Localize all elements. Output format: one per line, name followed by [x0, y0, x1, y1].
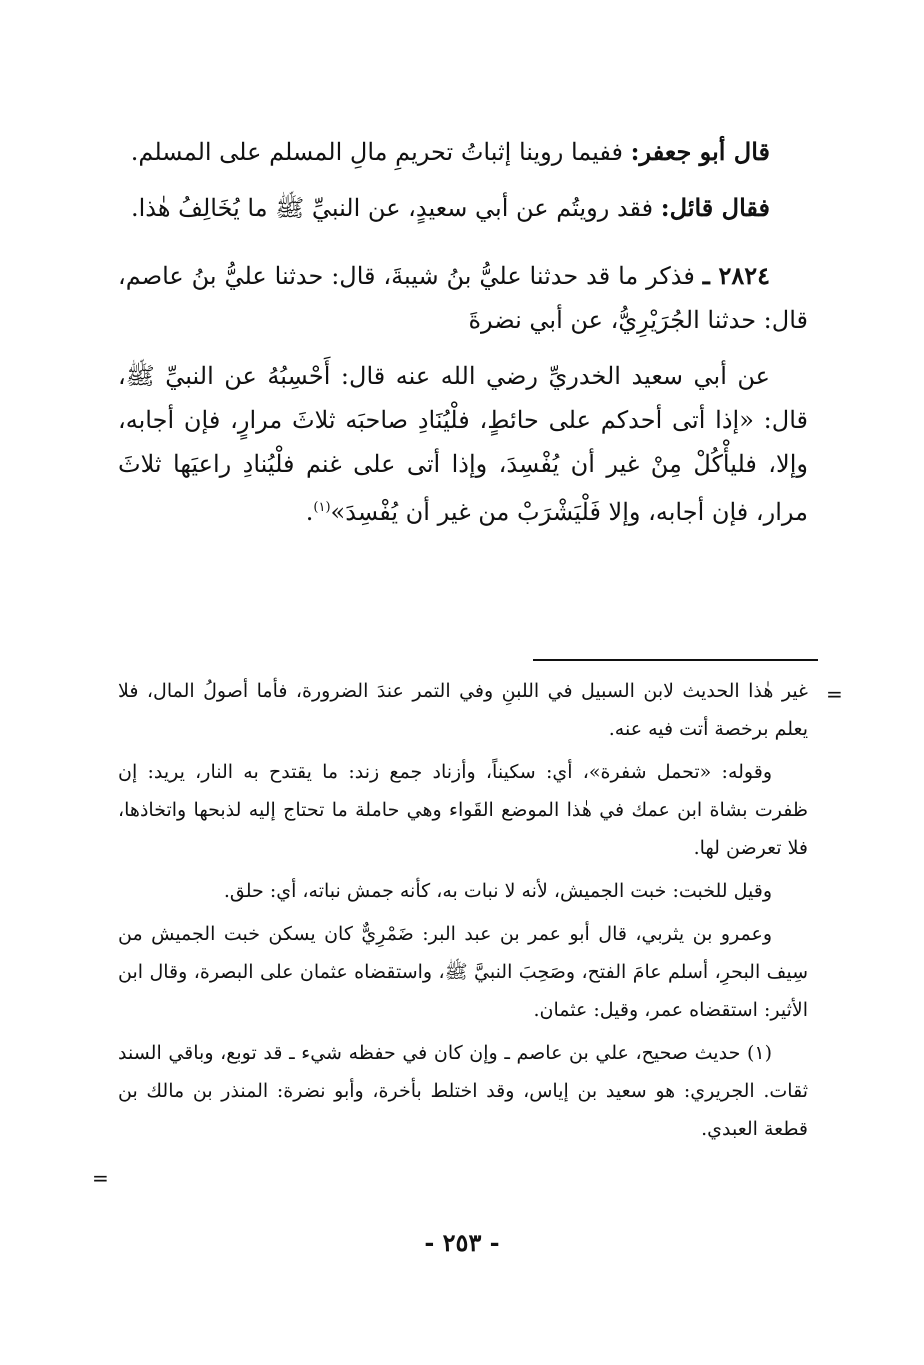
matn-end: .: [305, 498, 314, 526]
hadith-matn: [118, 354, 808, 534]
speaker-label: قال أبو جعفر:: [630, 137, 770, 166]
footnote-separator: [533, 659, 818, 661]
paragraph-abu-jafar: [118, 130, 808, 174]
footnote-1: (١) حديث صحيح، علي بن عاصم ـ وإن كان في حفظه شيء ـ قد توبع، وباقي السند ثقات. الجريري: هو سعيد بن إياس، وقد اختلط بأخرة، وأبو نضرة: المنذر بن مالك بن قطعة العبدي.: [118, 1042, 808, 1140]
paragraph-text: فقد رويتُم عن أبي سعيدٍ، عن النبيِّ ﷺ ما يُخَالِفُ هٰذا.: [130, 194, 661, 222]
footnotes: [118, 672, 808, 1148]
footnote-continuation: غير هٰذا الحديث لابن السبيل في اللبنِ وفي التمر عندَ الضرورة، فأما أصولُ المال، فلا يعلم برخصة أتت فيه عنه.: [118, 680, 808, 740]
footnote-continuation-marker: =: [826, 682, 843, 706]
isnad-text: فذكر ما قد حدثنا عليُّ بنُ شيبةَ، قال: حدثنا عليُّ بنُ عاصم، قال: حدثنا الجُرَيْرِيُّ، عن أبي نضرةَ: [118, 262, 808, 334]
paragraph-text: ففيما روينا إثباتُ تحريمِ مالِ المسلم على المسلم.: [130, 138, 631, 166]
footnote-end-marker: =: [92, 1166, 109, 1190]
paragraph-objection: [118, 186, 808, 230]
footnote-reference: (١): [313, 500, 331, 515]
speaker-label: فقال قائل:: [660, 193, 770, 222]
main-text: [118, 130, 808, 534]
footnote-paragraph: وقيل للخبت: خبت الجميش، لأنه لا نبات به، كأنه جمش نباته، أي: حلق.: [223, 880, 772, 902]
page-number: - ٢٥٣ -: [424, 1228, 500, 1257]
footnote-paragraph: وقوله: «تحمل شفرة»، أي: سكيناً، وأزناد جمع زند: ما يقتدح به النار، يريد: إن ظفرت بشاة ابن عمك في هٰذا الموضع القَواء وهي حاملة ما تحتاج إليه لذبحها واتخاذها، فلا تعرضن لها.: [118, 761, 808, 859]
matn-text: عن أبي سعيد الخدريِّ رضي الله عنه قال: أَحْسِبُهُ عن النبيِّ ﷺ، قال: «إذا أتى أحدكم على حائطٍ، فلْيُنَادِ صاحبَه ثلاثَ مرارٍ، فإن أجابه، وإلا، فليأْكُلْ مِنْ غير أن يُفْسِدَ، وإذا أتى على غنم فلْيُنادِ راعيَها ثلاثَ مرار، فإن أجابه، وإلا فَلْيَشْرَبْ من غير أن يُفْسِدَ»: [118, 362, 808, 526]
hadith-number: ٢٨٢٤ ـ: [702, 261, 770, 290]
hadith-isnad: [118, 254, 808, 342]
footnote-paragraph: وعمرو بن يثربي، قال أبو عمر بن عبد البر: ضَمْرِيٌّ كان يسكن خبت الجميش من سِيف البحرِ، أسلم عامَ الفتح، وصَحِبَ النبيَّ ﷺ، واستقضاه عثمان على البصرة، وقال ابن الأثير: استقضاه عمر، وقيل: عثمان.: [118, 923, 808, 1021]
